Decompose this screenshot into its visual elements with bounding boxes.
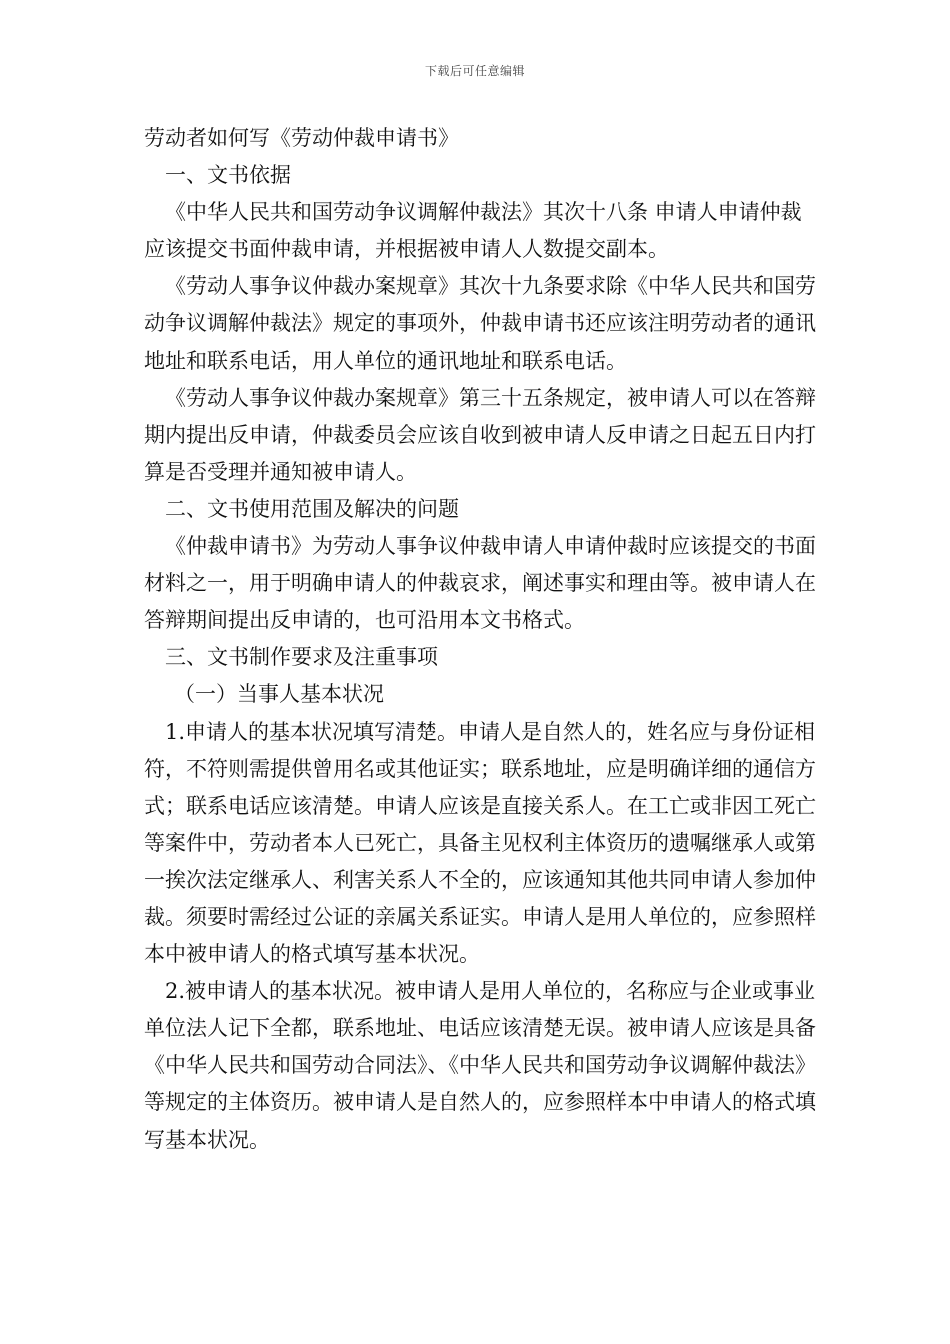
document-body (144, 120, 820, 1159)
subsection-heading: （一）当事人基本状况 (174, 682, 384, 707)
paragraph: 2.被申请人的基本状况。被申请人是用人单位的，名称应与企业或事业单位法人记下全都，联系地址、电话应该清楚无误。被申请人应该是具备《中华人民共和国劳动合同法》、《中华人民共和国劳动争议调解仲裁法》等规定的主体资历。被申请人是自然人的，应参照样本中申请人的格式填写基本状况。 (144, 979, 816, 1152)
section-heading-1: 一、文书依据 (165, 163, 291, 188)
page-header: 下载后可任意编辑 (424, 64, 525, 78)
paragraph: 1.申请人的基本状况填写清楚。申请人是自然人的，姓名应与身份证相符，不符则需提供曾用名或其他证实；联系地址，应是明确详细的通信方式；联系电话应该清楚。申请人应该是直接关系人。在工亡或非因工死亡等案件中，劳动者本人已死亡，具备主见权利主体资历的遗嘱继承人或第一挨次法定继承人、利害关系人不全的，应该通知其他共同申请人参加仲裁。须要时需经过公证的亲属关系证实。申请人是用人单位的，应参照样本中被申请人的格式填写基本状况。 (144, 719, 816, 967)
section-heading-2: 二、文书使用范围及解决的问题 (165, 496, 459, 521)
section-heading-3: 三、文书制作要求及注重事项 (165, 645, 438, 670)
paragraph: 《劳动人事争议仲裁办案规章》第三十五条规定，被申请人可以在答辩期内提出反申请，仲裁委员会应该自收到被申请人反申请之日起五日内打算是否受理并通知被申请人。 (144, 385, 816, 484)
paragraph: 《劳动人事争议仲裁办案规章》其次十九条要求除《中华人民共和国劳动争议调解仲裁法》规定的事项外，仲裁申请书还应该注明劳动者的通讯地址和联系电话，用人单位的通讯地址和联系电话。 (144, 274, 816, 373)
paragraph: 《中华人民共和国劳动争议调解仲裁法》其次十八条 申请人申请仲裁应该提交书面仲裁申请，并根据被申请人人数提交副本。 (144, 200, 802, 262)
paragraph: 《仲裁申请书》为劳动人事争议仲裁申请人申请仲裁时应该提交的书面材料之一，用于明确申请人的仲裁哀求，阐述事实和理由等。被申请人在答辩期间提出反申请的，也可沿用本文书格式。 (144, 534, 816, 633)
document-title: 劳动者如何写《劳动仲裁申请书》 (144, 126, 459, 150)
